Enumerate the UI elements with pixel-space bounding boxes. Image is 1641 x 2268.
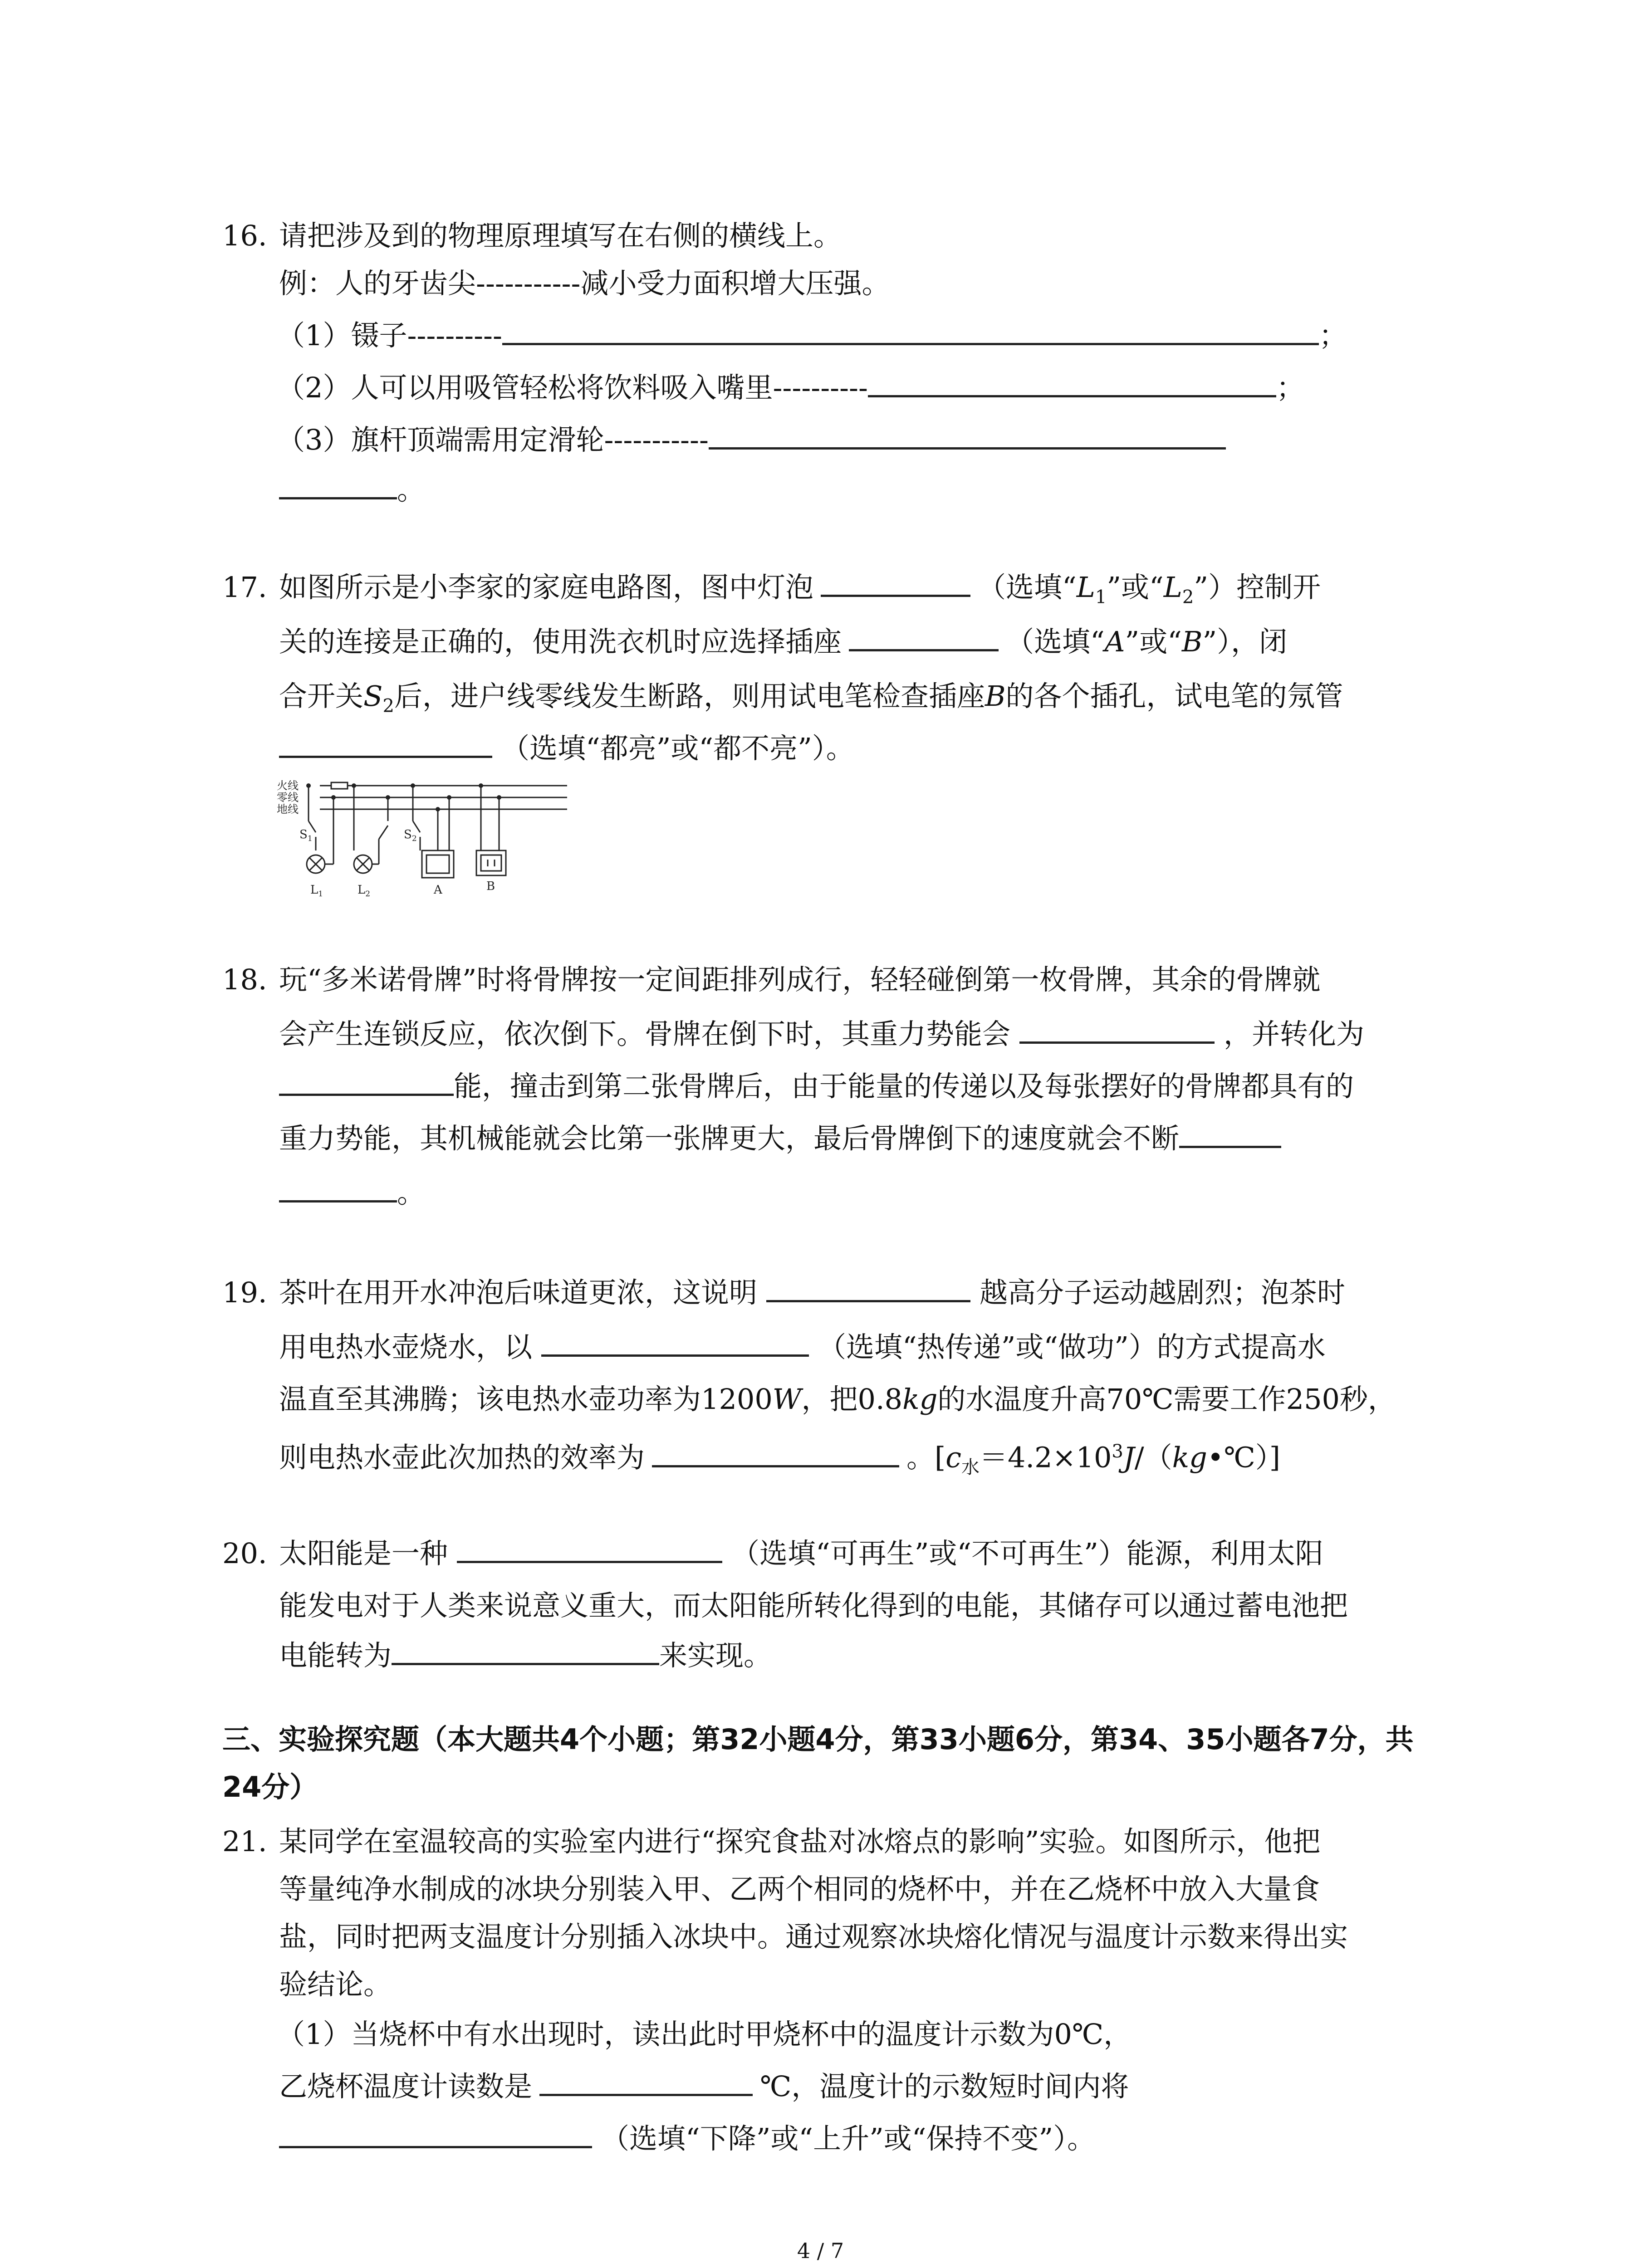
q18-line4: [279, 1116, 1281, 1161]
q18-blank2[interactable]: [279, 1066, 454, 1096]
q19-l3-b: ，把0.8: [801, 1383, 903, 1416]
q20-blank1[interactable]: [457, 1533, 722, 1563]
label-s1-sub: 1: [307, 834, 313, 843]
node-9: [436, 807, 440, 811]
q16-item2: [277, 365, 1304, 411]
q21-line5: （1）当烧杯中有水出现时，读出此时甲烧杯中的温度计示数为0℃，: [277, 2018, 1132, 2051]
label-live: 火线: [277, 779, 299, 792]
q17-l3-c: 的各个插孔，试电笔的氖管: [1005, 679, 1343, 713]
q19-line4: [279, 1429, 1280, 1490]
circuit-diagram: [277, 771, 581, 907]
section3-heading-line1: 三、实验探究题（本大题共4个小题；第32小题4分，第33小题6分，第34、35小题各7分，共: [222, 1723, 1414, 1756]
q19-l2-a: 用电热水壶烧水，以: [279, 1330, 533, 1364]
label-l2-sub: 2: [365, 890, 371, 899]
q17-line4: [279, 726, 854, 771]
q18-blank3-cont[interactable]: [279, 1172, 397, 1202]
q17-l3-a: 合开关: [279, 679, 364, 713]
q20-blank2[interactable]: [392, 1635, 659, 1665]
switch-s2: [413, 821, 420, 832]
q19-l4-b: 。[: [906, 1441, 946, 1474]
q18-blank1[interactable]: [1019, 1013, 1215, 1044]
q16-item1-end: ；: [1318, 319, 1347, 352]
q21-blank1[interactable]: [539, 2066, 753, 2096]
q17-l2-a: 关的连接是正确的，使用洗衣机时应选择插座: [279, 625, 842, 658]
label-s2: [404, 828, 417, 843]
q19-W: W: [772, 1383, 802, 1416]
socket-b-face: [481, 855, 501, 871]
branch2-switch: [379, 826, 388, 839]
q17-L2-sub: 2: [1182, 587, 1194, 608]
q18-l4: 重力势能，其机械能就会比第一张牌更大，最后骨牌倒下的速度就会不断: [279, 1122, 1180, 1155]
q19-J: J: [1123, 1441, 1135, 1474]
q19-blank2[interactable]: [541, 1326, 809, 1357]
q18-line3: [279, 1064, 1354, 1109]
q21-line3: 盐，同时把两支温度计分别插入冰块中。通过观察冰块熔化情况与温度计示数来得出实: [279, 1920, 1348, 1953]
q18-l5: 。: [397, 1176, 426, 1209]
q16-stem: 请把涉及到的物理原理填写在右侧的横线上。: [279, 219, 842, 252]
q19-number: 19.: [222, 1276, 267, 1309]
q18-line2: [279, 1012, 1364, 1057]
label-socket-a: A: [434, 883, 442, 897]
q17-line3: [279, 674, 1343, 728]
q16-item1-label: （1）镊子----------: [277, 319, 502, 352]
q17-L2: L: [1163, 571, 1182, 604]
q17-l2-d: ”），闭: [1202, 625, 1288, 658]
q17-line1: [279, 565, 1321, 620]
label-s2-main: S: [404, 828, 412, 841]
label-l1-sub: 1: [318, 890, 323, 899]
q18-line5: [279, 1170, 425, 1216]
node-1: [306, 783, 311, 788]
label-s1: [299, 828, 313, 843]
q16-item2-label: （2）人可以用吸管轻松将饮料吸入嘴里----------: [277, 371, 868, 404]
q19-sup3: 3: [1112, 1441, 1123, 1462]
q16-blank1[interactable]: [502, 315, 1319, 345]
q16-blank3-cont[interactable]: [279, 469, 397, 499]
q17-line2: [279, 619, 1287, 665]
q16-item3: [277, 417, 1226, 463]
q20-l3-a: 电能转为: [279, 1639, 392, 1672]
q17-B: B: [1181, 625, 1203, 658]
q20-l3-b: 来实现。: [659, 1639, 772, 1672]
q19-l3-a: 温直至其沸腾；该电热水壶功率为1200: [279, 1383, 773, 1416]
q17-S: S: [363, 679, 383, 713]
q19-line1: [279, 1270, 1345, 1315]
node-6: [386, 795, 390, 800]
label-l2-main: L: [358, 883, 366, 897]
page-number: 4 / 7: [797, 2239, 844, 2263]
node-3: [411, 783, 415, 788]
q19-c-sub: 水: [961, 1457, 980, 1478]
section3-heading-line2: 24分）: [222, 1770, 318, 1804]
q16-item1: [277, 313, 1347, 358]
fuse: [331, 782, 348, 789]
q21-l6-a: 乙烧杯温度计读数是: [279, 2070, 533, 2103]
switch-s1: [309, 821, 316, 832]
q19-l4-d: /（: [1134, 1441, 1172, 1474]
label-l2: [358, 883, 370, 899]
q18-line1: 玩“多米诺骨牌”时将骨牌按一定间距排列成行，轻轻碰倒第一枚骨牌，其余的骨牌就: [279, 963, 1321, 996]
q19-kg2: kg: [1172, 1441, 1207, 1474]
node-2: [352, 783, 356, 788]
label-s2-sub: 2: [411, 834, 417, 843]
q21-line6: [279, 2064, 1129, 2109]
q19-l2-b: （选填“热传递”或“做功”）的方式提高水: [818, 1330, 1326, 1364]
q17-number: 17.: [222, 571, 267, 604]
q20-line3: [279, 1633, 772, 1678]
q16-item3-end: 。: [397, 473, 426, 506]
q17-A: A: [1104, 625, 1125, 658]
label-socket-b: B: [486, 880, 495, 893]
q19-l4-c: ＝4.2×10: [979, 1441, 1112, 1474]
q16-blank3[interactable]: [709, 419, 1226, 450]
q21-blank2[interactable]: [279, 2118, 592, 2148]
q17-l2-c: ”或“: [1125, 625, 1182, 658]
q17-S-sub: 2: [382, 695, 394, 717]
q16-number: 16.: [222, 219, 267, 252]
q18-blank3[interactable]: [1179, 1118, 1281, 1148]
node-7: [447, 795, 451, 800]
label-neutral: 零线: [277, 791, 299, 804]
node-4: [479, 783, 483, 788]
q16-item2-end: ；: [1276, 371, 1304, 404]
q21-number: 21.: [222, 1825, 267, 1858]
node-8: [497, 795, 501, 800]
q19-l1-b: 越高分子运动越剧烈；泡茶时: [980, 1276, 1346, 1309]
q20-l1-b: （选填“可再生”或“不可再生”）能源，利用太阳: [731, 1537, 1323, 1570]
label-ground: 地线: [277, 803, 299, 816]
q18-number: 18.: [222, 963, 267, 996]
q17-l1-b: （选填“: [978, 571, 1077, 604]
q21-line4: 验结论。: [279, 1968, 392, 2001]
q21-line2: 等量纯净水制成的冰块分别装入甲、乙两个相同的烧杯中，并在乙烧杯中放入大量食: [279, 1872, 1320, 1906]
q18-l2-b: ，并转化为: [1224, 1017, 1365, 1051]
q19-line2: [279, 1325, 1326, 1370]
q17-B2: B: [985, 679, 1006, 713]
q17-blank3[interactable]: [279, 728, 492, 758]
q16-item3-cont: [279, 467, 425, 513]
q17-l2-b: （选填“: [1006, 625, 1105, 658]
node-5: [331, 795, 336, 800]
q21-l7: （选填“下降”或“上升”或“保持不变”）。: [601, 2122, 1096, 2155]
q19-l3-c: 的水温度升高70℃需要工作250秒，: [937, 1383, 1396, 1416]
q19-l1-a: 茶叶在用开水冲泡后味道更浓，这说明: [279, 1276, 758, 1309]
q17-L1-sub: 1: [1095, 587, 1107, 608]
q19-line3: [279, 1377, 1396, 1422]
q20-line1: [279, 1531, 1323, 1576]
q17-blank1[interactable]: [821, 567, 970, 597]
q21-line1: 某同学在室温较高的实验室内进行“探究食盐对冰熔点的影响”实验。如图所示，他把: [279, 1825, 1321, 1858]
q16-example: 例：人的牙齿尖-----------减小受力面积增大压强。: [279, 267, 890, 300]
q18-l3: 能，撞击到第二张骨牌后，由于能量的传递以及每张摆好的骨牌都具有的: [454, 1070, 1354, 1103]
q17-l1-a: 如图所示是小李家的家庭电路图，图中灯泡: [279, 571, 814, 604]
q17-L1: L: [1076, 571, 1095, 604]
q19-c: c: [945, 1441, 961, 1474]
q19-kg: kg: [902, 1383, 938, 1416]
q20-number: 20.: [222, 1537, 267, 1570]
q21-line7: [279, 2116, 1095, 2161]
q19-l4-e: •℃）]: [1207, 1441, 1280, 1474]
q17-l3-b: 后，进户线零线发生断路，则用试电笔检查插座: [394, 679, 985, 713]
q18-l2-a: 会产生连锁反应，依次倒下。骨牌在倒下时，其重力势能会: [279, 1017, 1011, 1051]
q19-blank3[interactable]: [652, 1437, 899, 1467]
socket-a-face: [426, 855, 449, 873]
q17-l1-d: ”）控制开: [1194, 571, 1321, 604]
q20-line2: 能发电对于人类来说意义重大，而太阳能所转化得到的电能，其储存可以通过蓄电池把: [279, 1589, 1348, 1622]
q21-l6-b: ℃，温度计的示数短时间内将: [760, 2070, 1129, 2103]
q19-blank1[interactable]: [766, 1272, 970, 1302]
q16-item3-label: （3）旗杆顶端需用定滑轮-----------: [277, 423, 709, 456]
q17-l4: （选填“都亮”或“都不亮”）。: [501, 732, 854, 765]
label-l1-main: L: [310, 883, 318, 897]
label-s1-main: S: [299, 828, 308, 841]
label-l1: [310, 883, 323, 899]
q19-l4-a: 则电热水壶此次加热的效率为: [279, 1441, 645, 1474]
q17-l1-c: ”或“: [1107, 571, 1164, 604]
q16-blank2[interactable]: [868, 367, 1276, 397]
q17-blank2[interactable]: [849, 621, 999, 651]
q20-l1-a: 太阳能是一种: [279, 1537, 448, 1570]
